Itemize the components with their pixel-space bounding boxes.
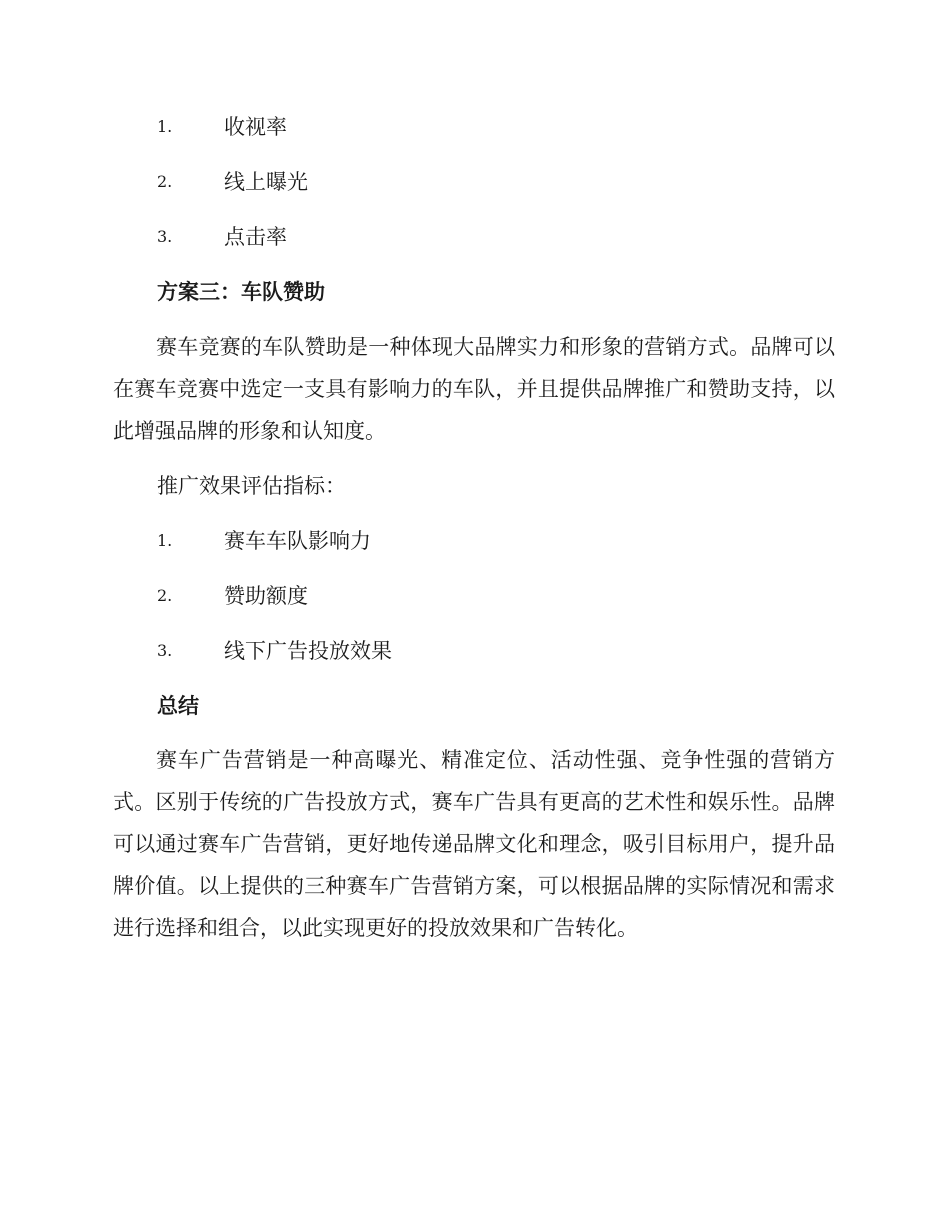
list-item xyxy=(0,526,950,556)
list-item xyxy=(0,636,950,666)
list-number: 1. xyxy=(157,531,173,550)
section-heading-summary: 总结 xyxy=(157,694,199,718)
list-item xyxy=(0,222,950,252)
list-number: 2. xyxy=(157,172,173,191)
metrics-label: 推广效果评估指标： xyxy=(157,474,346,498)
list-number: 1. xyxy=(157,117,173,136)
list-text: 点击率 xyxy=(224,225,287,249)
list-number: 3. xyxy=(157,227,173,246)
list-number: 3. xyxy=(157,641,173,660)
plan3-paragraph: 赛车竞赛的车队赞助是一种体现大品牌实力和形象的营销方式。品牌可以在赛车竞赛中选定一支具有影响力的车队，并且提供品牌推广和赞助支持，以此增强品牌的形象和认知度。 xyxy=(113,335,835,443)
list-text: 赛车车队影响力 xyxy=(224,529,371,553)
summary-paragraph: 赛车广告营销是一种高曝光、精准定位、活动性强、竞争性强的营销方式。区别于传统的广告投放方式，赛车广告具有更高的艺术性和娱乐性。品牌可以通过赛车广告营销，更好地传递品牌文化和理念，吸引目标用户，提升品牌价值。以上提供的三种赛车广告营销方案，可以根据品牌的实际情况和需求进行选择和组合，以此实现更好的投放效果和广告转化。 xyxy=(113,748,835,940)
list-text: 线上曝光 xyxy=(224,170,308,194)
list-text: 线下广告投放效果 xyxy=(224,639,392,663)
list-text: 收视率 xyxy=(224,115,287,139)
list-item xyxy=(0,112,950,142)
list-text: 赞助额度 xyxy=(224,584,308,608)
section-heading-plan3: 方案三：车队赞助 xyxy=(157,280,325,304)
list-item xyxy=(0,581,950,611)
list-number: 2. xyxy=(157,586,173,605)
list-item xyxy=(0,167,950,197)
